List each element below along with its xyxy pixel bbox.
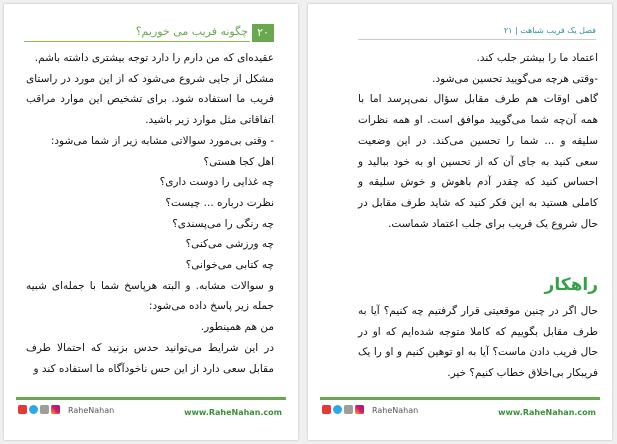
chapter-title: چگونه فریب می خوریم؟ xyxy=(135,25,248,38)
youtube-icon[interactable] xyxy=(18,405,27,414)
header-rule xyxy=(24,41,250,42)
section-heading: راهکار xyxy=(544,275,598,295)
question-item: چه غذایی را دوست داری؟ xyxy=(159,176,274,189)
right-page xyxy=(308,4,612,440)
telegram-icon[interactable] xyxy=(333,405,342,414)
paragraph: -وقتی هرچه می‌گویید تحسین می‌شود. xyxy=(432,72,598,85)
paragraph: - وقتی بی‌مورد سوالاتی مشابه زیر از شما می‌شود: xyxy=(50,134,274,147)
left-footer xyxy=(16,397,286,424)
question-item: اهل کجا هستی؟ xyxy=(203,155,274,168)
left-page xyxy=(4,4,298,440)
header-rule xyxy=(358,39,596,40)
question-item: نظرت درباره ... چیست؟ xyxy=(165,196,274,209)
question-item: چه رنگی را می‌پسندی؟ xyxy=(172,217,274,230)
question-item: چه ورزشی می‌کنی؟ xyxy=(185,238,274,251)
page-number: ۲۰ xyxy=(252,24,274,42)
paragraph: گاهی اوقات هم طرف مقابل سؤال نمی‌پرسد اما با همه آن‌چه شما می‌گویید موافق است. او همه نظرات سلیقه و ... شما را تحسین می‌کند. در این وضعیت سعی کنید به جای آن که از تحسین او به خود ببالید و احساس کنید که چقدر آدم باهوش و خوش سلیقه و کاملی هستید به این فکر کنید که شاید طرف مقابل در حال شروع یک فریب برای جلب اعتماد شماست. xyxy=(358,93,598,230)
brand-name: RaheNahan xyxy=(372,406,419,415)
telegram-icon[interactable] xyxy=(29,405,38,414)
website-link[interactable]: www.RaheNahan.com xyxy=(184,408,282,417)
instagram-icon[interactable] xyxy=(51,405,60,414)
aparat-icon[interactable] xyxy=(40,405,49,414)
aparat-icon[interactable] xyxy=(344,405,353,414)
solution-text xyxy=(358,301,598,384)
paragraph: اعتماد ما را بیشتر جلب کند. xyxy=(476,52,598,64)
chapter-title: فصل یک فریب شباهت | ۲۱ xyxy=(503,26,596,35)
left-header xyxy=(24,24,274,42)
paragraph: حال اگر در چنین موقعیتی قرار گرفتیم چه کنیم؟ آیا به طرف مقابل بگوییم که کاملا متوجه شده‌ایم که او در حال فریب دادن ماست؟ آیا به او توهین کنیم و او را یک فریبکار بی‌اخلاق خطاب کنیم؟ خیر. xyxy=(358,305,598,380)
paragraph: عقیده‌ای که من دارم را دارد توجه بیشتری داشته باشم. xyxy=(34,52,274,64)
paragraph: من هم همینطور. xyxy=(200,321,274,334)
left-body-text xyxy=(26,48,274,379)
question-item: چه کتابی می‌خوانی؟ xyxy=(185,259,274,272)
youtube-icon[interactable] xyxy=(322,405,331,414)
right-footer xyxy=(320,397,600,424)
paragraph: و سوالات مشابه. و البته هرپاسخ شما با جمله‌ای شبیه جمله زیر پاسخ داده می‌شود: xyxy=(26,279,274,313)
paragraph: در این شرایط می‌توانید حدس بزنید که احتمالا طرف مقابل سعی دارد از این حس ناخودآگاه ما استفاده کند و xyxy=(26,341,274,375)
brand-name: RaheNahan xyxy=(68,406,115,415)
right-header xyxy=(358,26,596,40)
website-link[interactable]: www.RaheNahan.com xyxy=(498,408,596,417)
right-body-text xyxy=(358,48,598,234)
paragraph: مشکل از جایی شروع می‌شود که از این مورد در راستای فریب ما استفاده شود. برای تشخیص این موارد مراقب اتفاقاتی مثل موارد زیر باشید. xyxy=(26,72,274,127)
instagram-icon[interactable] xyxy=(355,405,364,414)
